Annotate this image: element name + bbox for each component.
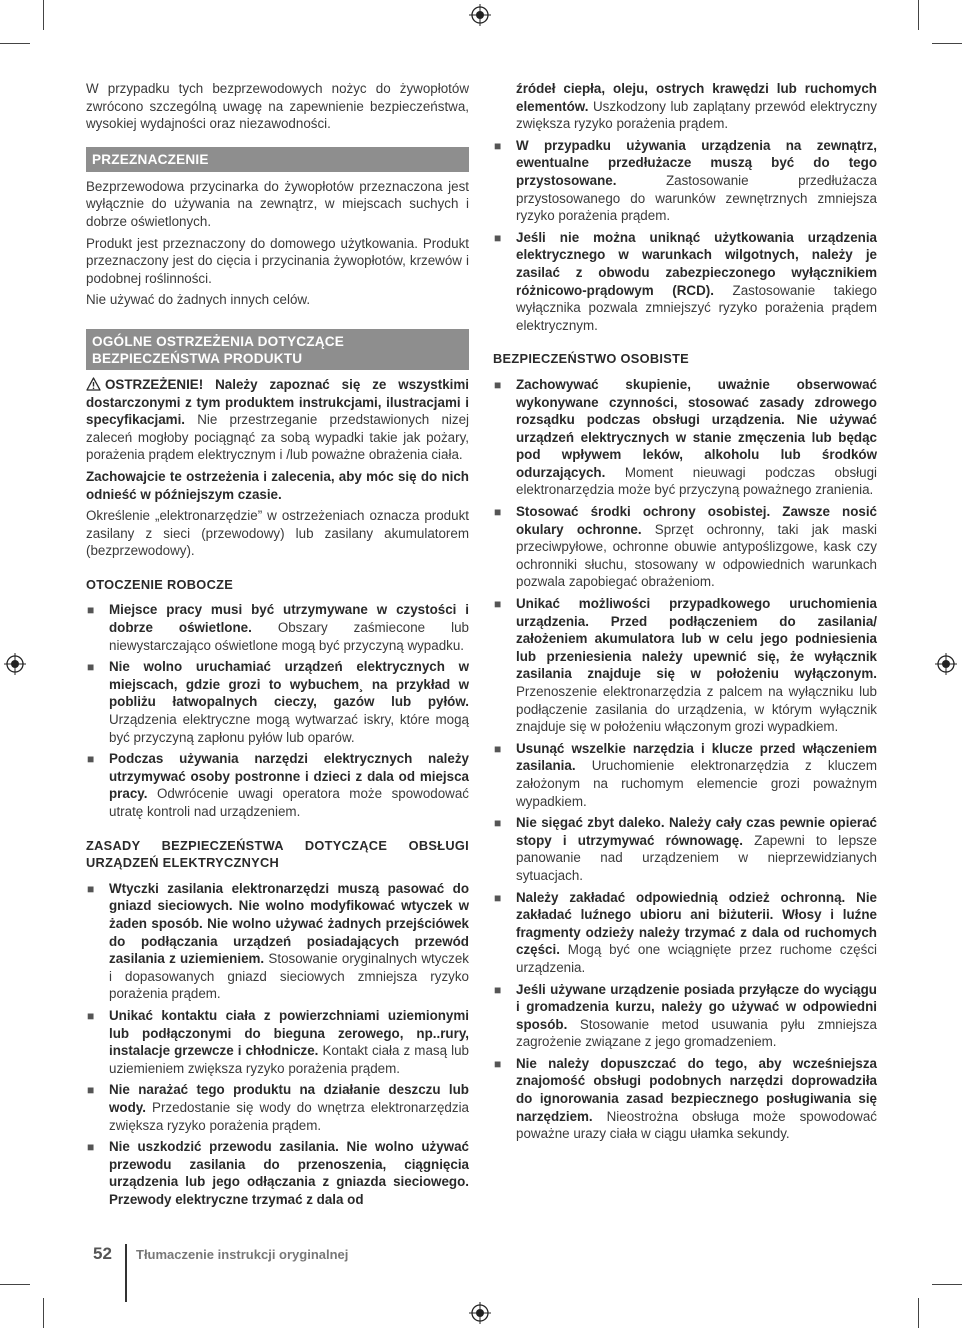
- registration-mark-icon: [469, 4, 491, 26]
- section-title-purpose: PRZEZNACZENIE: [86, 147, 469, 172]
- warning-text: Nie przestrzeganie przedstawionych nizej zaleceń mogłoby pociągnąć za sobą wypadki takie jak pożary, porażenia prądem elektrycznym i /lub poważne obrażenia ciała.: [86, 412, 469, 463]
- personal-safety-list: [493, 376, 877, 1143]
- crop-mark: [932, 43, 962, 44]
- bullet-square-icon: ■: [494, 138, 502, 153]
- purpose-paragraph: Produkt jest przeznaczony do domowego użytkowania. Produkt przeznaczony jest do cięcia i przycinania żywopłotów, krzewów i podobnej roślinności.: [86, 235, 469, 286]
- left-column: [86, 80, 469, 1212]
- list-item-continued: źródeł ciepła, oleju, ostrych krawędzi lub ruchomych elementów. Uszkodzony lub zaplątany przewód elektryczny zwiększa ryzyko porażenia prądem.: [516, 81, 877, 132]
- crop-mark: [0, 1284, 30, 1285]
- crop-mark: [932, 1284, 962, 1285]
- purpose-paragraph: Bezprzewodowa przycinarka do żywopłotów przeznaczona jest wyłącznie do używania na zewnątrz, w miejscach suchych i dobrze oświetlonych.: [86, 178, 469, 229]
- section-title-general-warnings: OGÓLNE OSTRZEŻENIA DOTYCZĄCE BEZPIECZEŃSTWA PRODUKTU: [86, 329, 469, 370]
- list-item: ■ Zachowywać skupienie, uważnie obserwować wykonywane czynności, stosować zasady zdrowego rozsądku podczas obsługi urządzenia. Nie używać urządzeń elektrycznych w stanie zmęczenia lub będąc pod wpływem leków, alkoholu lub środków odurzających. Moment nieuwagi podczas obsługi elektronarzędzia może być przyczyną poważnego zranienia.: [494, 376, 877, 498]
- registration-mark-icon: [469, 1302, 491, 1324]
- intro-paragraph: W przypadku tych bezprzewodowych nożyc do żywopłotów zwrócono szczególną uwagę na zapewnienie bezpieczeństwa, wysokiej wydajności oraz niezawodności.: [86, 81, 469, 132]
- registration-mark-icon: [935, 653, 957, 675]
- warning-bold: OSTRZEŻENIE! Należy zapoznać się ze wszystkimi dostarczonymi z tym produktem instrukcjami, ilustracjami i specyfikacjami.: [86, 376, 469, 428]
- subheading-personal-safety: BEZPIECZEŃSTWO OSOBISTE: [493, 351, 690, 367]
- purpose-paragraph: Nie używać do żadnych innych celów.: [86, 292, 311, 308]
- list-item: ■ W przypadku używania urządzenia na zewnątrz, ewentualne przedłużacze muszą być do tego przystosowane. Zastosowanie przedłużacza przystosowanego do warunków zewnętrznych zmniejsza ryzyko porażenia prądem.: [494, 137, 877, 224]
- list-item: ■ Nie wolno uruchamiać urządzeń elektrycznych w miejscach, gdzie grozi to wybuchem¸ na przykład w pobliżu łatwopalnych cieczy, gazów lub pyłów. Urządzenia elektryczne mogą wytwarzać iskry, które mogą być przyczyną zapłonu pyłów lub oparów.: [87, 659, 469, 745]
- electrical-safety-list: [86, 880, 469, 1209]
- bullet-square-icon: ■: [494, 741, 502, 756]
- bullet-square-icon: ■: [494, 377, 502, 392]
- list-item: ■ Nie narażać tego produktu na działanie deszczu lub wody. Przedostanie się wody do wnętrza elektronarzędzia zwiększa ryzyko porażenia prądem.: [87, 1082, 469, 1133]
- list-item: ■ Nie należy dopuszczać do tego, aby wcześniejsza znajomość obsługi podobnych narzędzi doprowadziła do ignorowania zasad bezpiecznego posługiwania się narzędziem. Nieostrożna obsługa może spowodować poważne urazy ciała w ciągu ułamka sekundy.: [494, 1055, 877, 1142]
- bullet-square-icon: ■: [87, 603, 95, 618]
- crop-mark: [918, 1298, 919, 1328]
- bullet-square-icon: ■: [494, 982, 502, 997]
- bullet-square-icon: ■: [87, 1140, 95, 1155]
- bullet-square-icon: ■: [87, 752, 95, 767]
- list-item: ■ Jeśli używane urządzenie posiada przyłącze do wyciągu i gromadzenia kurzu, należy go używać w odpowiedni sposób. Stosowanie metod usuwania pyłu zmniejsza zagrożenie związane z jego gromadzeniem.: [494, 981, 877, 1050]
- bullet-square-icon: ■: [87, 660, 95, 675]
- list-item: ■ Nie uszkodzić przewodu zasilania. Nie wolno używać przewodu zasilania do przenoszenia, ciągnięcia urządzenia lub jego odłączania z gniazda sieciowego. Przewody elektryczne trzymać z dala od: [87, 1139, 469, 1207]
- bullet-square-icon: ■: [494, 597, 502, 612]
- list-item: ■ Nie sięgać zbyt daleko. Należy cały czas pewnie opierać stopy i utrzymywać równowagę. Zapewni to lepsze panowanie nad urządzeniem w nieprzewidzianych sytuacjach.: [494, 815, 877, 883]
- crop-mark: [43, 0, 44, 30]
- keep-instructions: Zachowajcie te ostrzeżenia i zalecenia, aby móc się do nich odnieść w późniejszym czasie.: [86, 468, 469, 502]
- footer-divider: [125, 1244, 127, 1302]
- warning-triangle-icon: [86, 377, 101, 391]
- right-column: [493, 80, 877, 1147]
- bullet-square-icon: ■: [87, 1008, 95, 1023]
- subheading-work-area: OTOCZENIE ROBOCZE: [86, 576, 234, 592]
- definition-paragraph: Określenie „elektronarzędzie” w ostrzeżeniach oznacza produkt zasilany z sieci (przewodowy) lub zasilany akumulatorem (bezprzewodowy).: [86, 508, 469, 559]
- registration-mark-icon: [4, 653, 26, 675]
- list-item: ■ Unikać kontaktu ciała z powierzchniami uziemionymi lub podłączonymi do bieguna zerowego, np..rury, instalacje grzewcze i chłodnicze. Kontakt ciała z masą lub uziemieniem zwiększa ryzyko porażenia prądem.: [87, 1007, 469, 1076]
- electrical-safety-list-continued: [493, 80, 877, 334]
- bullet-square-icon: ■: [494, 505, 502, 520]
- list-item: ■ Podczas używania narzędzi elektrycznych należy utrzymywać osoby postronne i dzieci z dala od miejsca pracy. Odwrócenie uwagi operatora może spowodować utratę kontroli nad urządzeniem.: [87, 751, 469, 819]
- list-item: ■ Usunąć wszelkie narzędzia i klucze przed włączeniem zasilania. Uruchomienie elektronarzędzia z kluczem założonym na ruchomym elemencie grozi poważnym wypadkiem.: [494, 740, 877, 809]
- crop-mark: [0, 43, 30, 44]
- bullet-square-icon: ■: [87, 881, 95, 896]
- footer-text: Tłumaczenie instrukcji oryginalnej: [136, 1247, 349, 1262]
- bullet-square-icon: ■: [494, 890, 502, 905]
- list-item: ■ Należy zakładać odpowiednią odzież ochronną. Nie zakładać luźnego ubioru ani biżuterii. Włosy i luźne fragmenty odzieży należy trzymać z dala od ruchomych części. Mogą być one wciągnięte przez ruchome części urządzenia.: [494, 889, 877, 975]
- list-item: ■ Jeśli nie można uniknąć użytkowania urządzenia elektrycznego w warunkach wilgotnych, należy je zasilać z obwodu zabezpieczonego wyłącznikiem różnicowo-prądowym (RCD). Zastosowanie takiego wyłącznika pozwala zmniejszyć ryzyko porażenia prądem elektrycznym.: [494, 229, 877, 333]
- list-item: ■ Stosować środki ochrony osobistej. Zawsze nosić okulary ochronne. Sprzęt ochronny, taki jak maski przeciwpyłowe, ochronne obuwie antypoślizgowe, kask czy ochronniki słuchu, stosowany w odpowiednich warunkach pozwala zapobiegać obrażeniom.: [494, 504, 877, 590]
- bullet-square-icon: ■: [87, 1083, 95, 1098]
- subheading-electrical-safety: ZASADY BEZPIECZEŃSTWA DOTYCZĄCE OBSŁUGI URZĄDZEŃ ELEKTRYCZNYCH: [86, 837, 469, 871]
- warning-paragraph: [86, 376, 469, 464]
- bullet-square-icon: ■: [494, 1056, 502, 1071]
- crop-mark: [918, 0, 919, 30]
- list-item: ■ Miejsce pracy musi być utrzymywane w czystości i dobrze oświetlone. Obszary zaśmiecone lub niewystarczająco oświetlone mogą być przyczyną wypadku.: [87, 602, 469, 653]
- page-number: 52: [93, 1244, 112, 1263]
- bullet-square-icon: ■: [494, 816, 502, 831]
- work-area-list: [86, 601, 469, 820]
- bullet-square-icon: ■: [494, 230, 502, 245]
- list-item: ■ Wtyczki zasilania elektronarzędzi muszą pasować do gniazd sieciowych. Nie wolno modyfikować wtyczek w żaden sposób. Nie wolno używać żadnych przejściówek do podłączania urządzeń posiadających przewód zasilania z uziemieniem. Stosowanie oryginalnych wtyczek i dopasowanych gniazd sieciowych zmniejsza ryzyko porażenia prądem.: [87, 880, 469, 1002]
- list-item: ■ Unikać możliwości przypadkowego uruchomienia urządzenia. Przed podłączeniem do zasilania/ założeniem akumulatora lub w celu jego podniesienia lub przeniesienia należy upewnić się, że wyłącznik zasilania znajduje się w położeniu wyłączonym. Przenoszenie elektronarzędzia z palcem na wyłączniku lub podłączenie zasilania do urządzenia, w którym wyłącznik znajduje się w położeniu włączonym grozi wypadkiem.: [494, 596, 877, 735]
- crop-mark: [43, 1298, 44, 1328]
